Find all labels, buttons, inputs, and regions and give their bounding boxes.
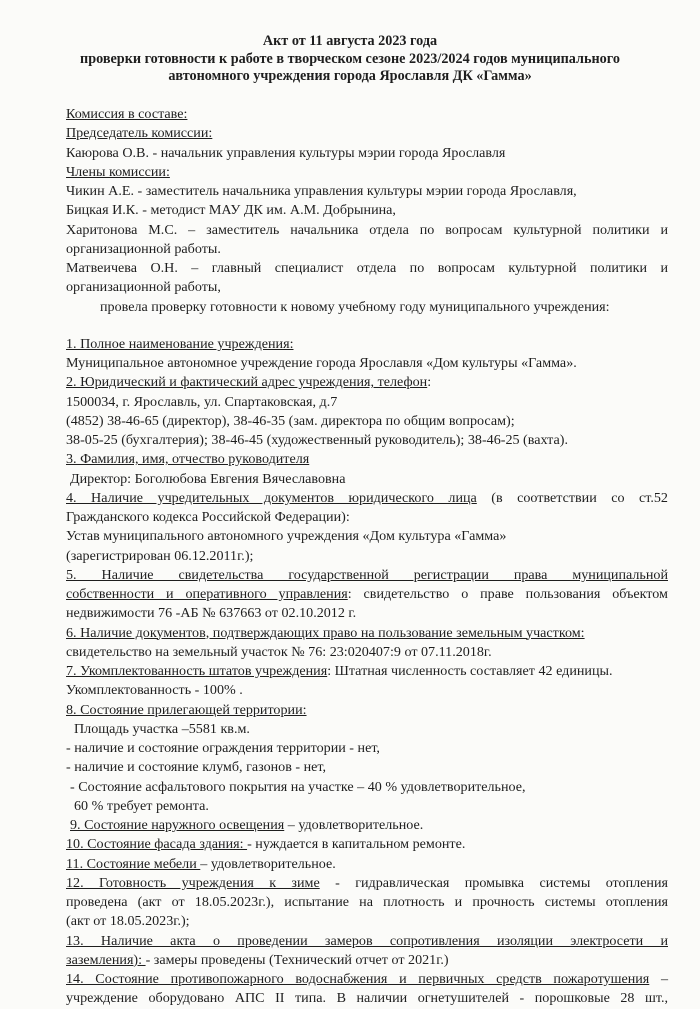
member-line: Чикин А.Е. - заместитель начальника управления культуры мэрии города Ярославля, <box>66 183 577 199</box>
section-4-line: 4. Наличие учредительных документов юридического лица (в соответствии со ст.52 <box>66 489 668 506</box>
section-10-title: 10. Состояние фасада здания: <box>66 836 248 853</box>
section-8-text: Площадь участка –5581 кв.м. <box>74 720 250 737</box>
section-4-text: Устав муниципального автономного учреждения «Дом культура «Гамма» <box>66 528 507 545</box>
section-7-title: 7. Укомплектованность штатов учреждения <box>66 663 328 679</box>
section-3-title: 3. Фамилия, имя, отчество руководителя <box>66 451 310 468</box>
member-line: организационной работы. <box>66 240 221 257</box>
section-8-text: - наличие и состояние клумб, газонов - нет, <box>66 759 327 776</box>
section-4-text: (зарегистрирован 06.12.2011г.); <box>66 547 254 564</box>
section-6-title: 6. Наличие документов, подтверждающих право на пользование земельным участком: <box>66 624 585 641</box>
chair-line: Каюрова О.В. - начальник управления культуры мэрии города Ярославля <box>66 144 506 161</box>
section-3-text: Директор: Боголюбова Евгения Вячеславовна <box>70 470 346 487</box>
section-8-text: - Состояние асфальтового покрытия на участке – 40 % удовлетворительное, <box>70 778 526 795</box>
section-8-title: 8. Состояние прилегающей территории: <box>66 701 307 718</box>
section-2-text: 1500034, г. Ярославль, ул. Спартаковская, д.7 <box>66 393 338 410</box>
commission-heading: Комиссия в составе: <box>66 106 188 122</box>
section-4-title: 4. Наличие учредительных документов юридического лица <box>66 489 477 506</box>
section-6-text: свидетельство на земельный участок № 76: 23:020407:9 от 07.11.2018г. <box>66 643 492 660</box>
section-5-text: недвижимости 76 -АБ № 637663 от 02.10.2012 г. <box>66 605 357 622</box>
act-body: Комиссия в составе: Председатель комиссии: Каюрова О.В. - начальник управления культуры мэрии города Ярославля Члены комиссии: Чикин А.Е. - заместитель начальника управления культуры мэрии города Ярославля, Бицкая И.К. - методист МАУ ДК им. А.М. Добрынина, Харитонова М.С. – заместитель начальника отдела по вопросам культурной политики и организационной работы. Матвеичева О.Н. – главный специалист отдела по вопросам культурной политики и организационной работы, провела проверку готовности к новому учебному году муниципального учреждения: 1. Полное наименование учреждения: Муниципальное автономное учреждение города Ярославля «Дом культуры «Гамма». 2. Юридический и фактический адрес учреждения, телефон: 1500034, г. Ярославль, ул. Спартаковская, д.7 (4852) 38-46-65 (директор), 38-46-35 (зам. директора по общим вопросам); 38-05-25 (бухгалтерия); 38-46-45 (художественный руководитель); 38-46-25 (вахта). 3. Фамилия, имя, отчество руководителя Директор: Боголюбова Евгения Вячеславовна 4. Наличие учредительных документов юридического лица (в соответствии со ст.52 Гражданского кодекса Российской Федерации): Устав муниципального автономного учреждения «Дом культура «Гамма» (зарегистрирован 06.12.2011г.); 5. Наличие свидетельства государственной регистрации права муниципальной собственности и оперативного управления: свидетельство о праве пользования объектом недвижимости 76 -АБ № 637663 от 02.10.2012 г. 6. Наличие документов, подтверждающих право на пользование земельным участком: свидетельство на земельный участок № 76: 23:020407:9 от 07.11.2018г. 7. Укомплектованность штатов учреждения: Штатная численность составляет 42 единицы. Укомплектованность - 100% . 8. Состояние прилегающей территории: Площадь участка –5581 кв.м. - наличие и состояние ограждения территории - нет, - наличие и состояние клумб, газонов - нет, - Состояние асфальтового покрытия на участке – 40 % удовлетворительное, 60 % требует ремонта. 9. Состояние наружного освещения – удовлетворительное. 10. Состояние фасада здания: - нуждается в капитальном ремонте. 11. Состояние мебели – удовлетворительное. 12. Готовность учреждения к зиме - гидравлическая промывка системы отопления проведена (акт от 18.05.2023г.), испытание на плотность и прочность системы отопления (акт от 18.05.2023г.); 13. Наличие акта о проведении замеров сопротивления изоляции электросети и заземления): - замеры проведены (Технический отчет от 2021г.) 14. Состояние противопожарного водоснабжения и первичных средств пожаротушения – учреждение оборудовано АПС II типа. В наличии огнетушителей - порошковые 28 шт., <box>66 105 668 1009</box>
member-line: Матвеичева О.Н. – главный специалист отдела по вопросам культурной политики и <box>66 260 668 276</box>
section-11-title: 11. Состояние мебели <box>66 855 201 872</box>
section-12-text: (акт от 18.05.2023г.); <box>66 913 190 930</box>
section-2-title: 2. Юридический и фактический адрес учреждения, телефон <box>66 374 428 391</box>
section-5-title: собственности и оперативного управления <box>66 586 348 602</box>
section-2-text: (4852) 38-46-65 (директор), 38-46-35 (зам. директора по общим вопросам); <box>66 412 515 429</box>
chair-heading: Председатель комиссии: <box>66 125 213 142</box>
section-12-text: проведена (акт от 18.05.2023г.), испытание на плотность и прочность системы отопления <box>66 894 668 910</box>
section-12-title: 12. Готовность учреждения к зиме <box>66 874 320 891</box>
member-line: организационной работы, <box>66 279 221 296</box>
check-line: провела проверку готовности к новому учебному году муниципального учреждения: <box>100 298 610 315</box>
act-subtitle-line2: автономного учреждения города Ярославля ДК «Гамма» <box>168 68 532 84</box>
members-heading: Члены комиссии: <box>66 163 170 180</box>
section-7-text: Укомплектованность - 100% . <box>66 682 243 699</box>
section-14-title: 14. Состояние противопожарного водоснабжения и первичных средств пожаротушения <box>66 971 650 987</box>
member-line: Харитонова М.С. – заместитель начальника отдела по вопросам культурной политики и <box>66 221 668 238</box>
section-1-text: Муниципальное автономное учреждение города Ярославля «Дом культуры «Гамма». <box>66 355 577 371</box>
section-13-title: 13. Наличие акта о проведении замеров сопротивления изоляции электросети и <box>66 932 668 949</box>
section-9-title: 9. Состояние наружного освещения <box>70 817 285 833</box>
section-13-title: заземления): <box>66 951 146 968</box>
section-4-text: Гражданского кодекса Российской Федерации): <box>66 509 350 525</box>
member-line: Бицкая И.К. - методист МАУ ДК им. А.М. Добрынина, <box>66 202 396 219</box>
act-title: Акт от 11 августа 2023 года <box>262 33 438 49</box>
act-header <box>40 33 660 86</box>
section-5-title: 5. Наличие свидетельства государственной регистрации права муниципальной <box>66 566 668 583</box>
section-8-text: - наличие и состояние ограждения территории - нет, <box>66 740 380 756</box>
section-2-text: 38-05-25 (бухгалтерия); 38-46-45 (художественный руководитель); 38-46-25 (вахта). <box>66 432 568 448</box>
section-8-text: 60 % требует ремонта. <box>74 797 209 814</box>
act-subtitle-line1: проверки готовности к работе в творческом сезоне 2023/2024 годов муниципального <box>80 50 620 67</box>
section-1-title: 1. Полное наименование учреждения: <box>66 335 294 352</box>
section-14-text: учреждение оборудовано АПС II типа. В наличии огнетушителей - порошковые 28 шт., <box>66 990 668 1007</box>
